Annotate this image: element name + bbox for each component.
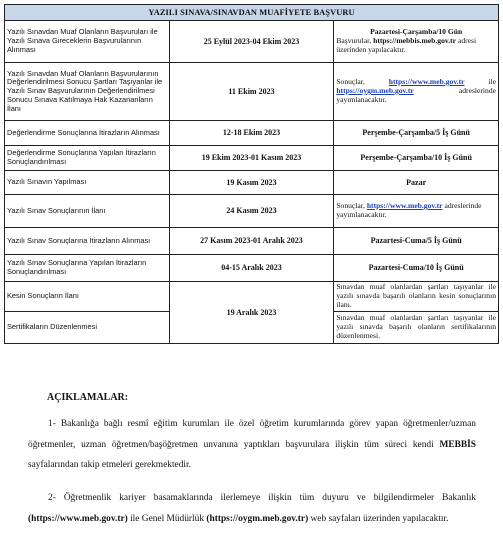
note-text: adreslerinde yayımlanacaktır. (336, 86, 496, 104)
date-cell: 04-15 Aralık 2023 (169, 255, 334, 282)
paragraph-text: sayfalarından takip etmeleri gerekmektedir. (28, 460, 191, 470)
date-cell: 12-18 Ekim 2023 (169, 121, 334, 146)
date-cell: 25 Eylül 2023-04 Ekim 2023 (169, 21, 334, 63)
explanations-heading: AÇIKLAMALAR: (47, 392, 129, 403)
mebbis-link[interactable]: https://mebbis.meb.gov.tr (373, 36, 457, 46)
activity-cell: Kesin Sonuçların İlanı (5, 282, 170, 312)
table-row (5, 146, 499, 171)
date-cell: 19 Kasım 2023 (169, 171, 334, 195)
date-cell: 11 Ekim 2023 (169, 63, 334, 121)
activity-cell: Yazılı Sınav Sonuçlarına İtirazların Alınması (5, 228, 170, 255)
explanation-paragraph-2 (28, 488, 476, 529)
note-bold: Pazartesi-Çarşamba/10 Gün (370, 27, 463, 37)
explanation-paragraph-1 (28, 414, 476, 476)
activity-cell: Yazılı Sınav Sonuçlarının İlanı (5, 195, 170, 228)
table-row (5, 63, 499, 121)
note-text: Sonuçlar, (336, 201, 365, 211)
date-cell: 27 Kasım 2023-01 Aralık 2023 (169, 228, 334, 255)
activity-cell: Yazılı Sınavdan Muaf Olanların Başvuruları ile Yazılı Sınava Gireceklerin Başvurularının Alınması (5, 21, 170, 63)
note-cell: Sınavdan muaf olanlardan şartları taşıyanlar ile yazılı sınavda başarılı olanların sertifikalarının düzenlenmesi. (334, 311, 499, 343)
note-text: Başvurular, (336, 36, 372, 46)
note-text: adreslerinde yayımlanacaktır. (336, 201, 482, 219)
paragraph-text: ile Genel Müdürlük (130, 513, 205, 524)
date-cell: 19 Ekim 2023-01 Kasım 2023 (169, 146, 334, 171)
note-cell (334, 21, 499, 63)
date-cell: 19 Aralık 2023 (169, 282, 334, 344)
schedule-table (4, 4, 499, 344)
note-cell: Pazartesi-Cuma/10 İş Günü (334, 255, 499, 282)
note-cell: Perşembe-Çarşamba/5 İş Günü (334, 121, 499, 146)
table-row (5, 282, 499, 312)
table-title: YAZILI SINAVA/SINAVDAN MUAFİYETE BAŞVURU (5, 5, 499, 21)
activity-cell: Yazılı Sınav Sonuçlarına Yapılan İtirazların Sonuçlandırılması (5, 255, 170, 282)
activity-cell: Sertifikaların Düzenlenmesi (5, 311, 170, 343)
date-cell: 24 Kasım 2023 (169, 195, 334, 228)
note-text: adresi üzerinden yapılacaktır. (336, 36, 477, 54)
mebbis-label: MEBBİS (439, 439, 476, 450)
paragraph-text: 1- Bakanlığa bağlı resmî eğitim kurumları ile özel öğretim kurumlarında görev yapan öğretmenler/uzman öğretmenler, uzman öğretmen/başöğretmen unvanına yaptıkları başvurulara ilişkin tüm süreci kendi (28, 419, 476, 450)
table-header-row (5, 5, 499, 21)
meb-link[interactable]: https://www.meb.gov.tr (388, 77, 465, 87)
meb-link[interactable]: https://www.meb.gov.tr (366, 201, 443, 211)
table-row (5, 121, 499, 146)
paragraph-text: 2- Öğretmenlik kariyer basamaklarında ilerlemeye ilişkin tüm duyuru ve bilgilendirmeler Bakanlık (48, 493, 476, 503)
table-row (5, 171, 499, 195)
note-cell: Pazar (334, 171, 499, 195)
note-cell (334, 195, 499, 228)
note-text: ile (488, 77, 496, 87)
table-row (5, 21, 499, 63)
note-cell: Perşembe-Çarşamba/10 İş Günü (334, 146, 499, 171)
oygm-url[interactable]: (https://oygm.meb.gov.tr) (206, 513, 309, 524)
note-cell: Sınavdan muaf olanlardan şartları taşıyanlar ile yazılı sınavda başarılı olanların kesin sonuçlarının ilanı. (334, 282, 499, 312)
activity-cell: Yazılı Sınavın Yapılması (5, 171, 170, 195)
meb-url[interactable]: (https://www.meb.gov.tr) (28, 513, 128, 524)
table-row (5, 255, 499, 282)
note-cell: Pazartesi-Cuma/5 İş Günü (334, 228, 499, 255)
paragraph-text: web sayfaları üzerinden yapılacaktır. (310, 513, 449, 524)
note-cell (334, 63, 499, 121)
activity-cell: Değerlendirme Sonuçlarına Yapılan İtirazların Sonuçlandırılması (5, 146, 170, 171)
activity-cell: Değerlendirme Sonuçlarına İtirazların Alınması (5, 121, 170, 146)
activity-cell: Yazılı Sınavdan Muaf Olanların Başvurularının Değerlendirilmesi Sonucu Şartları Taşıyanlar ile Yazılı Sınav Başvurularının Değerlendirilmesi Sonucu Sınava Katılmaya Hak Kazananların İlanı (5, 63, 170, 121)
table-row (5, 195, 499, 228)
oygm-link[interactable]: https://oygm.meb.gov.tr (336, 86, 414, 96)
note-text: Sonuçlar, (336, 77, 365, 87)
table-row (5, 228, 499, 255)
